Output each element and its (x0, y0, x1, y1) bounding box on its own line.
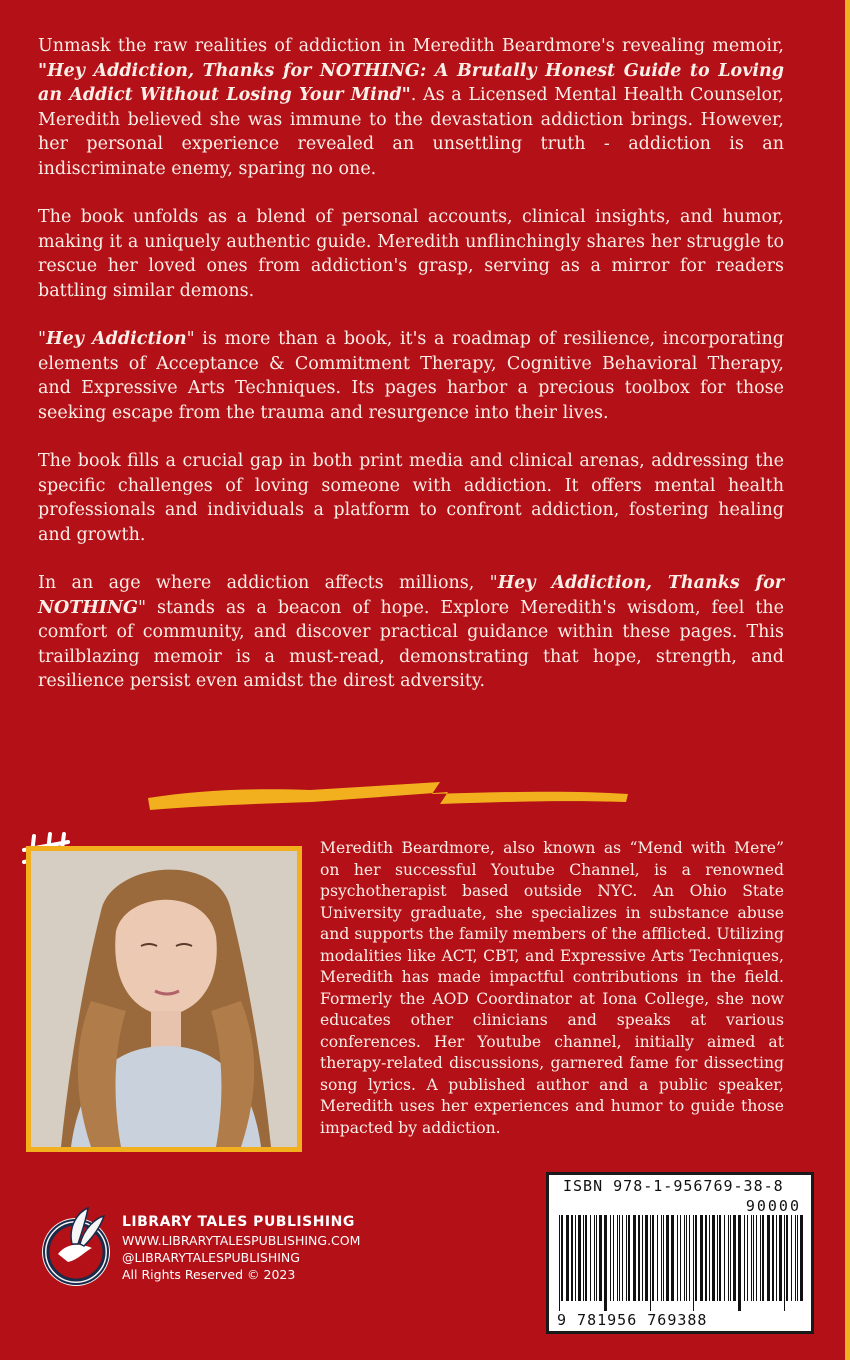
barcode-bar (695, 1215, 697, 1301)
barcode-bar (663, 1215, 664, 1301)
barcode-bar (619, 1215, 620, 1301)
book-title-short: Hey Addiction (46, 329, 187, 349)
barcode-bar (583, 1215, 584, 1301)
barcode-bar (650, 1215, 651, 1311)
barcode-bar (776, 1215, 777, 1301)
barcode-bar (680, 1215, 681, 1301)
isbn-barcode (546, 1172, 814, 1334)
barcode-bar (779, 1215, 782, 1301)
book-description (38, 34, 784, 718)
blurb-paragraph-3: "Hey Addiction" is more than a book, it's a roadmap of resilience, incorporating elements of Acceptance & Commitment Therapy, Cognitive Behavioral Therapy, and Expressive Arts Techniques. Its pages harbor a precious toolbox for those seeking escape from the trauma and resurgence into their lives. (38, 329, 784, 423)
blurb-paragraph-2: The book unfolds as a blend of personal accounts, clinical insights, and humor, making it a uniquely authentic guide. Meredith unflinchingly shares her struggle to rescue her loved ones from addiction's grasp, serving as a mirror for readers battling similar demons. (38, 207, 784, 301)
barcode-bar (753, 1215, 754, 1301)
barcode-bar (795, 1215, 796, 1301)
barcode-bar (604, 1215, 607, 1311)
barcode-bar (633, 1215, 636, 1301)
isbn-label: ISBN 978-1-956769-38-8 (563, 1177, 784, 1195)
barcode-bar (689, 1215, 690, 1301)
barcode-bar (744, 1215, 745, 1301)
barcode-bar (661, 1215, 662, 1301)
barcode-bar (747, 1215, 748, 1301)
barcode-bar (700, 1215, 703, 1301)
barcode-bar (666, 1215, 669, 1301)
barcode-bar (717, 1215, 718, 1301)
copyright-notice: All Rights Reserved © 2023 (122, 1267, 296, 1282)
barcode-bar (575, 1215, 576, 1301)
barcode-digits: 9 781956 769388 (557, 1311, 708, 1329)
barcode-bar (638, 1215, 640, 1301)
barcode-bar (709, 1215, 710, 1301)
barcode-bar (772, 1215, 774, 1301)
barcode-bar (738, 1215, 741, 1311)
barcode-bar (657, 1215, 658, 1301)
barcode-bar (671, 1215, 674, 1301)
barcode-bar (762, 1215, 764, 1301)
barcode-bar (686, 1215, 687, 1301)
barcode-bar (585, 1215, 587, 1301)
barcode-bar (684, 1215, 685, 1301)
barcode-bar (800, 1215, 803, 1301)
publisher-name: LIBRARY TALES PUBLISHING (122, 1214, 355, 1230)
barcode-bar (559, 1215, 560, 1311)
pegasus-seal-logo (38, 1204, 114, 1290)
barcode-bar (617, 1215, 618, 1301)
book-title-full: "Hey Addiction, Thanks for NOTHING: A Brutally Honest Guide to Loving an Addict Without Losing Your Mind" (38, 60, 784, 105)
barcode-bar (693, 1215, 694, 1311)
author-portrait-illustration (31, 851, 297, 1147)
author-photo (31, 851, 297, 1147)
barcode-bar (724, 1215, 725, 1301)
author-bio: Meredith Beardmore, also known as “Mend with Mere” on her successful Youtube Channel, is a renowned psychotherapist based outside NYC. An Ohio State University graduate, she specializes in substance abuse and supports the family members of the afflicted. Utilizing modalities like ACT, CBT, and Expressive Arts Techniques, Meredith has made impactful contributions in the field. Formerly the AOD Coordinator at Iona College, she now educates other clinicians and speaks at various conferences. Her Youtube channel, initially aimed at therapy-related discussions, garnered fame for dissecting song lyrics. A published author and a public speaker, Meredith uses her experiences and humor to guide those impacted by addiction. (320, 839, 784, 1137)
barcode-bars (557, 1215, 807, 1311)
barcode-bar (561, 1215, 563, 1301)
barcode-bar (751, 1215, 752, 1301)
barcode-bar (626, 1215, 627, 1301)
blurb-paragraph-5: In an age where addiction affects millions, "Hey Addiction, Thanks for NOTHING" stands as a beacon of hope. Explore Meredith's wisdom, feel the comfort of community, and discover practical guidance within these pages. This trailblazing memoir is a must-read, demonstrating that hope, strength, and resilience persist even amidst the direst adversity. (38, 573, 784, 691)
barcode-bar (613, 1215, 614, 1301)
yellow-brush-swoosh (140, 768, 640, 818)
blurb-paragraph-1: Unmask the raw realities of addiction in Meredith Beardmore's revealing memoir, "Hey Addiction, Thanks for NOTHING: A Brutally Honest Guide to Loving an Addict Without Losing Your Mind". As a Licensed Mental Health Counselor, Meredith believed she was immune to the devastation addiction brings. However, her personal experience revealed an unsettling truth - addiction is an indiscriminate enemy, sparing no one. (38, 36, 784, 179)
publisher-website: WWW.LIBRARYTALESPUBLISHING.COM (122, 1233, 361, 1248)
barcode-bar (628, 1215, 630, 1301)
barcode-bar (599, 1215, 602, 1301)
author-photo-frame (26, 846, 302, 1152)
barcode-bar (622, 1215, 623, 1301)
barcode-bar (767, 1215, 770, 1301)
barcode-bar (756, 1215, 757, 1301)
publisher-handle: @LIBRARYTALESPUBLISHING (122, 1250, 300, 1265)
barcode-bar (645, 1215, 648, 1301)
barcode-bar (791, 1215, 792, 1301)
barcode-bar (760, 1215, 761, 1301)
barcode-bar (797, 1215, 798, 1301)
barcode-bar (733, 1215, 736, 1301)
barcode-bar (594, 1215, 595, 1301)
barcode-bar (786, 1215, 788, 1301)
book-title-quoted: Hey Addiction, Thanks for NOTHING (38, 573, 784, 618)
barcode-bar (652, 1215, 654, 1301)
barcode-bar (712, 1215, 715, 1301)
barcode-price-code: 90000 (745, 1197, 801, 1215)
barcode-bar (784, 1215, 785, 1311)
barcode-bar (578, 1215, 581, 1301)
barcode-bar (571, 1215, 573, 1301)
blurb-paragraph-4: The book fills a crucial gap in both print media and clinical arenas, addressing the specific challenges of loving someone with addiction. It offers mental health professionals and individuals a platform to confront addiction, fostering healing and growth. (38, 451, 784, 545)
spine-edge (845, 0, 850, 1360)
barcode-bar (719, 1215, 721, 1301)
barcode-bar (596, 1215, 597, 1301)
barcode-bar (610, 1215, 611, 1301)
publisher-block (38, 1204, 398, 1294)
barcode-bar (642, 1215, 643, 1301)
barcode-bar (730, 1215, 731, 1301)
barcode-bar (590, 1215, 591, 1301)
barcode-bar (705, 1215, 707, 1301)
barcode-bar (728, 1215, 729, 1301)
barcode-bar (677, 1215, 678, 1301)
barcode-bar (566, 1215, 569, 1301)
